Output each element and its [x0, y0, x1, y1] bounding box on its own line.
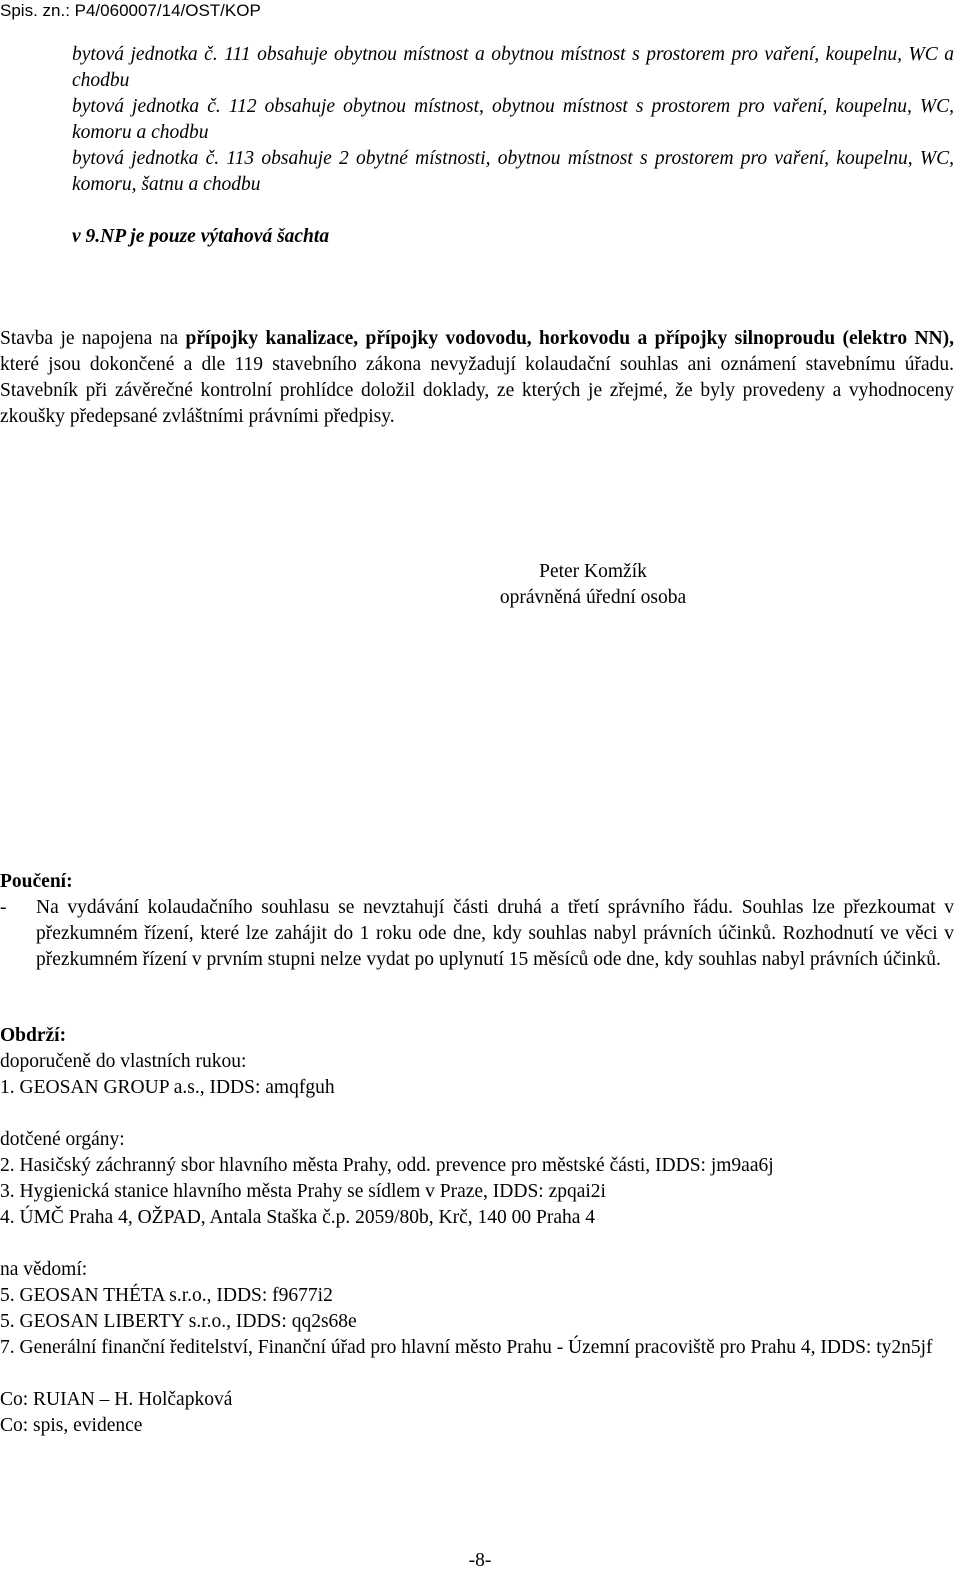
- unit-list: [72, 42, 954, 198]
- recipient-4: 4. ÚMČ Praha 4, OŽPAD, Antala Staška č.p. 2059/80b, Krč, 140 00 Praha 4: [0, 1207, 596, 1228]
- recipients: [0, 1023, 954, 1439]
- connection-text-2: které jsou dokončené a dle 119 stavebního zákona nevyžadují kolaudační souhlas ani oznámení stavebnímu úřadu. Stavebník při závěrečné kontrolní prohlídce doložil doklady, ze kterých je zřejmé, že byly provedeny a vyhodnoceny zkoušky předepsané zvláštními právními předpisy.: [0, 354, 954, 427]
- instruction-dash: -: [0, 897, 7, 918]
- copy-2: Co: spis, evidence: [0, 1415, 143, 1436]
- signatory-role: oprávněná úřední osoba: [499, 587, 687, 608]
- recipients-heading: Obdrží:: [0, 1025, 67, 1046]
- instruction-heading: Poučení:: [0, 871, 73, 892]
- recipient-3: 3. Hygienická stanice hlavního města Prahy se sídlem v Praze, IDDS: zpqai2i: [0, 1181, 606, 1202]
- instruction-item: [0, 895, 954, 973]
- floor-note: v 9.NP je pouze výtahová šachta: [72, 226, 330, 247]
- copy-1: Co: RUIAN – H. Holčapková: [0, 1389, 233, 1410]
- unit-111: bytová jednotka č. 111 obsahuje obytnou místnost a obytnou místnost s prostorem pro vaření, koupelnu, WC a chodbu: [72, 44, 954, 91]
- personal-delivery-label: doporučeně do vlastních rukou:: [0, 1051, 247, 1072]
- connection-bold: přípojky kanalizace, přípojky vodovodu, horkovodu a přípojky silnoproudu (elektro NN),: [185, 328, 955, 349]
- signature-block: [430, 559, 756, 611]
- file-reference: Spis. zn.: P4/060007/14/OST/KOP: [0, 1, 261, 20]
- recipient-7: 7. Generální finanční ředitelství, Finanční úřad pro hlavní město Prahu - Územní pracoviště pro Prahu 4, IDDS: ty2n5jf: [0, 1337, 933, 1358]
- connection-paragraph: [0, 326, 954, 430]
- unit-112: bytová jednotka č. 112 obsahuje obytnou místnost, obytnou místnost s prostorem pro vaření, koupelnu, WC, komoru a chodbu: [72, 96, 954, 143]
- recipient-6: 5. GEOSAN LIBERTY s.r.o., IDDS: qq2s68e: [0, 1311, 357, 1332]
- authorities-label: dotčené orgány:: [0, 1129, 125, 1150]
- recipient-2: 2. Hasičský záchranný sbor hlavního města Prahy, odd. prevence pro městské části, IDDS: jm9aa6j: [0, 1155, 774, 1176]
- unit-113: bytová jednotka č. 113 obsahuje 2 obytné místnosti, obytnou místnost s prostorem pro vaření, koupelnu, WC, komoru, šatnu a chodbu: [72, 148, 954, 195]
- recipient-5: 5. GEOSAN THÉTA s.r.o., IDDS: f9677i2: [0, 1285, 333, 1306]
- recipient-1: 1. GEOSAN GROUP a.s., IDDS: amqfguh: [0, 1077, 335, 1098]
- connection-text-1: Stavba je napojena na: [0, 328, 186, 349]
- page-number: -8-: [468, 1550, 492, 1571]
- instruction-text: Na vydávání kolaudačního souhlasu se nevztahují části druhá a třetí správního řádu. Souhlas lze přezkoumat v přezkumném řízení, které lze zahájit do 1 roku ode dne, kdy souhlas nabyl právních účinků. Rozhodnutí ve věci v přezkumném řízení v prvním stupni nelze vydat po uplynutí 15 měsíců ode dne, kdy souhlas nabyl právních účinků.: [36, 897, 954, 970]
- signatory-name: Peter Komžík: [539, 561, 647, 582]
- notice-label: na vědomí:: [0, 1259, 88, 1280]
